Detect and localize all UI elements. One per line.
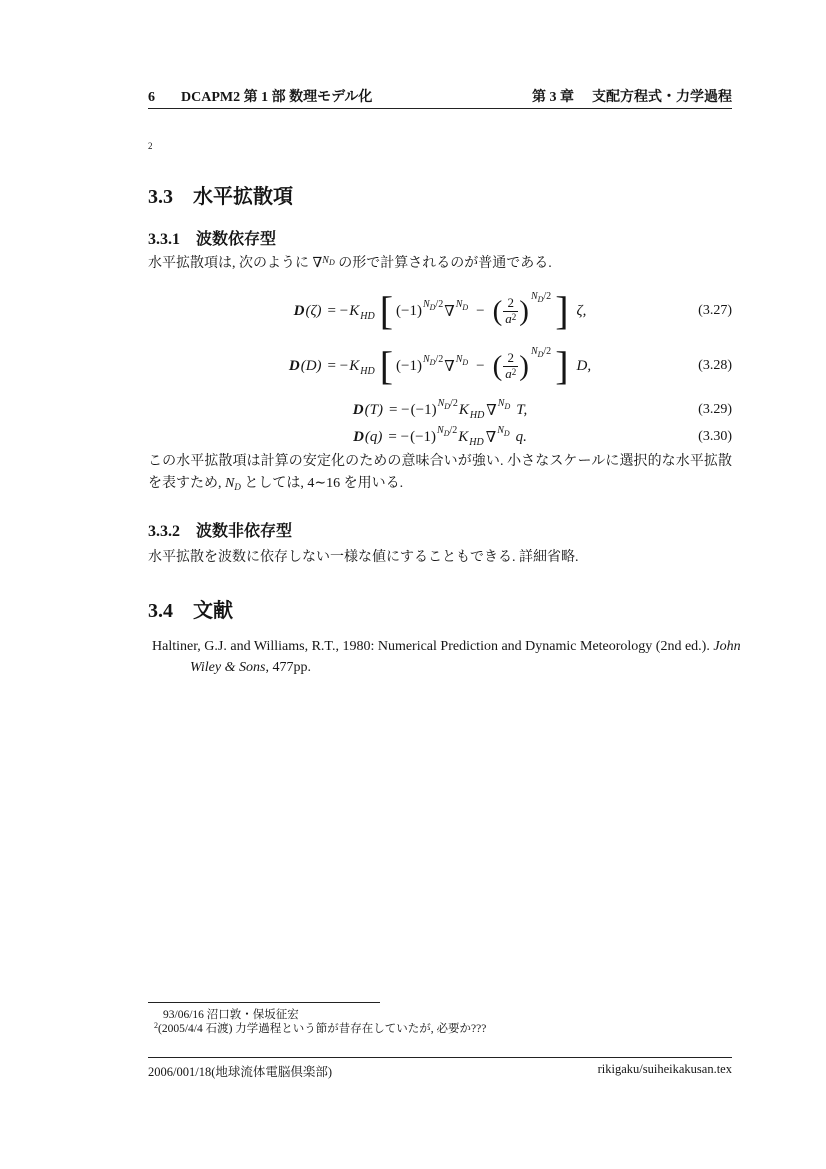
fraction-2-over-a2: $\frac{2}{a^2}$: [505, 294, 517, 326]
script-D: D: [293, 302, 305, 319]
nabla-symbol: ∇: [444, 358, 455, 375]
footnote-2-text: (2005/4/4 石渡) 力学過程という節が昔存在していたが, 必要か???: [158, 1023, 487, 1035]
equation-3-28-expression: D (D) = − K HD [ (−1) N D /2 ∇ N D − ( $\frac{2}{a^2}$ ) N D /2 ] D,: [288, 343, 592, 388]
equation-number: (3.29): [698, 402, 732, 417]
right-paren: ): [519, 294, 529, 327]
header-right: [532, 86, 732, 106]
footnote-1: 93/06/16 沼口敦・保坂征宏: [163, 1009, 299, 1021]
footer-filename: rikigaku/suiheikakusan.tex: [597, 1062, 732, 1076]
section-3-3-title: 水平拡散項: [193, 186, 293, 208]
subsection-3-3-1-title: 波数依存型: [196, 231, 277, 248]
right-bracket: ]: [555, 343, 569, 388]
equation-3-29-expression: D (T) = − (−1) N D /2 K HD ∇ N D T,: [352, 397, 528, 421]
section-3-3-number: 3.3: [148, 186, 173, 208]
reference-publisher: John Wiley & Sons: [190, 639, 741, 675]
equation-3-27-expression: D (ζ) = − K HD [ (−1) N D /2 ∇ N D − ( $\frac{2}{a^2}$ ) N D /2 ] ζ,: [293, 288, 587, 333]
right-bracket: ]: [555, 288, 569, 333]
section-3-4-number: 3.4: [148, 600, 173, 622]
subsection-3-3-1-number: 3.3.1: [148, 231, 180, 248]
script-D: D: [288, 357, 300, 374]
paragraph-331b-text-before: この水平拡散項は計算の安定化のための意味合いが強い. 小さなスケールに選択的な水平拡散を表すため,: [148, 454, 732, 491]
footer-publisher: 2006/001/18(地球流体電脳倶楽部): [148, 1065, 333, 1079]
paragraph-331-text-before: 水平拡散項は, 次のように: [148, 256, 313, 271]
reference-text: Haltiner, G.J. and Williams, R.T., 1980: Numerical Prediction and Dynamic Meteorology (2nd ed.).: [152, 639, 714, 654]
script-D: D: [353, 428, 364, 445]
paragraph-331: [148, 253, 732, 276]
page-footer: [148, 1062, 732, 1080]
equation-3-27: [148, 286, 732, 336]
footnote-reference-mark: 2: [148, 141, 153, 151]
paragraph-331b: [148, 451, 732, 495]
section-3-4-title: 文献: [193, 600, 233, 622]
inline-nabla: ∇$^{N_D}$: [312, 255, 335, 271]
footnote-2-mark: 2: [154, 1021, 158, 1030]
paragraph-332: 水平拡散を波数に依存しない一様な値にすることもできる. 詳細省略.: [148, 550, 579, 565]
reference-pages: , 477pp.: [265, 660, 311, 675]
subsection-3-3-2-number: 3.3.2: [148, 523, 180, 540]
bibliography-entry: [152, 636, 770, 678]
nabla-symbol: ∇: [444, 303, 455, 320]
header-part-title: DCAPM2 第 1 部 数理モデル化: [181, 90, 373, 105]
inline-N-D: $N_D$: [225, 475, 241, 492]
equation-3-28: [148, 341, 732, 391]
subsection-3-3-1-heading: [148, 226, 276, 249]
left-paren: (: [492, 294, 503, 327]
equation-number: (3.28): [698, 358, 732, 373]
paragraph-331b-text-after: としては, 4∼16 を用いる.: [240, 475, 404, 491]
equation-3-30-expression: D (q) = − (−1) N D /2 K HD ∇ N D q.: [353, 424, 527, 448]
header-chapter-title: 支配方程式・力学過程: [592, 90, 732, 105]
equation-3-30: [148, 425, 732, 449]
left-paren: (: [492, 349, 503, 382]
page-number: 6: [148, 90, 155, 105]
left-bracket: [: [379, 343, 394, 388]
nabla-symbol: ∇: [486, 402, 497, 419]
equation-3-29: [148, 398, 732, 422]
header-chapter-number: 第 3 章: [532, 90, 574, 105]
subsection-3-3-2-heading: [148, 518, 292, 541]
equation-number: (3.27): [698, 303, 732, 318]
equation-number: (3.30): [698, 429, 732, 444]
script-D: D: [352, 401, 364, 418]
header-rule: [148, 108, 732, 109]
right-paren: ): [519, 349, 529, 382]
page-header: [148, 86, 732, 106]
section-3-4-heading: [148, 594, 233, 623]
footnote-2: [154, 1020, 486, 1036]
fraction-2-over-a2: $\frac{2}{a^2}$: [505, 349, 517, 381]
paragraph-331-text-after: の形で計算されるのが普通である.: [334, 256, 552, 271]
subsection-3-3-2-title: 波数非依存型: [196, 523, 293, 540]
section-3-3-heading: [148, 180, 293, 209]
left-bracket: [: [379, 288, 394, 333]
footer-rule: [148, 1057, 732, 1058]
footnote-separator-rule: [148, 1002, 380, 1003]
header-left: [148, 86, 372, 106]
nabla-symbol: ∇: [485, 429, 497, 446]
